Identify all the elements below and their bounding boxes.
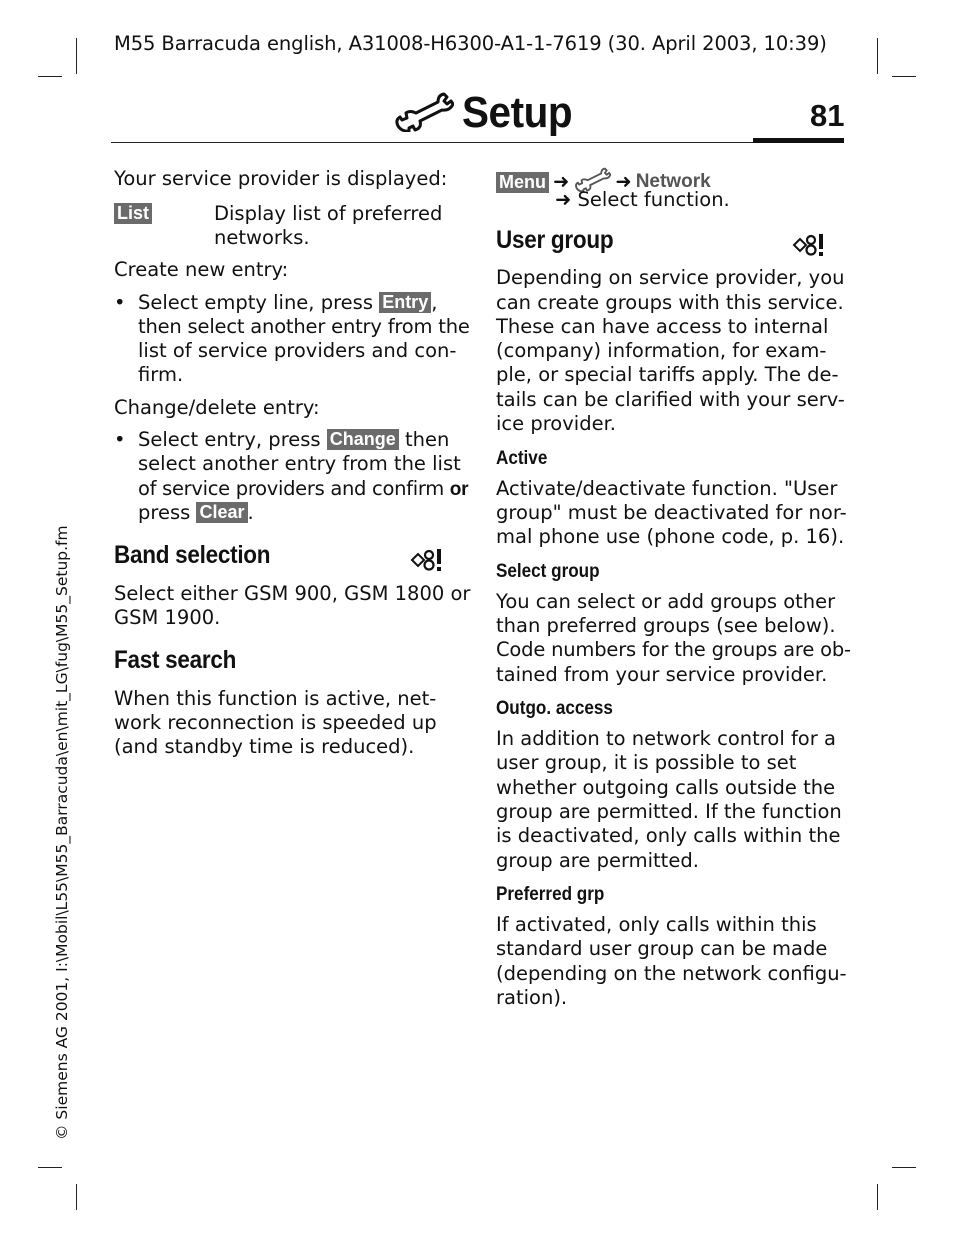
menu-path-line2 [555, 188, 730, 212]
paragraph: ice provider. [496, 412, 616, 435]
paragraph: If activated, only calls within this [496, 913, 817, 936]
paragraph: can create groups with this service. [496, 291, 844, 314]
paragraph: Activate/deactivate function. "User [496, 477, 838, 500]
bullet-point: • [114, 428, 126, 451]
softkey-entry: Entry [379, 292, 431, 313]
text-run: . [247, 501, 254, 524]
crop-mark [38, 1167, 62, 1168]
crop-mark [877, 1184, 878, 1210]
text-run: press [138, 501, 197, 524]
paragraph: (depending on the network configu- [496, 962, 847, 985]
paragraph: ple, or special tariffs apply. The de- [496, 363, 839, 386]
bullet-text: select another entry from the list [138, 452, 461, 475]
softkey-list: List [114, 203, 152, 224]
menu-network-label: Network [635, 171, 711, 192]
network-service-icon [792, 232, 826, 264]
paragraph: ration). [496, 986, 568, 1009]
paragraph: (and standby time is reduced). [114, 735, 415, 758]
paragraph: standard user group can be made [496, 937, 828, 960]
paragraph: work reconnection is speeded up [114, 711, 437, 734]
section-heading-fast-search: Fast search [114, 646, 237, 674]
crop-mark [76, 1184, 77, 1210]
paragraph: GSM 1900. [114, 606, 221, 629]
crop-mark [892, 1167, 916, 1168]
section-heading-user-group: User group [496, 226, 614, 254]
paragraph: mal phone use (phone code, p. 16). [496, 525, 845, 548]
paragraph: tails can be clarified with your serv- [496, 388, 845, 411]
or-label: or [449, 479, 469, 500]
arrow-icon: ➜ [615, 170, 632, 193]
paragraph: Create new entry: [114, 258, 289, 281]
paragraph: group are permitted. [496, 849, 699, 872]
subheading-outgoing-access: Outgo. access [496, 698, 613, 719]
text-run: of service providers and confirm [138, 477, 450, 500]
bullet-text: then select another entry from the [138, 315, 470, 338]
section-heading-band-selection: Band selection [114, 541, 271, 569]
paragraph: Code numbers for the groups are ob- [496, 638, 851, 661]
paragraph: is deactivated, only calls within the [496, 824, 841, 847]
softkey-clear: Clear [196, 502, 247, 523]
softkey-menu: Menu [496, 172, 549, 193]
paragraph: In addition to network control for a [496, 727, 836, 750]
paragraph: These can have access to internal [496, 315, 829, 338]
paragraph: When this function is active, net- [114, 687, 437, 710]
sidebar-file-path: © Siemens AG 2001, I:\Mobil\L55\M55_Barracuda\en\mit_LG\fug\M55_Setup.fm [53, 525, 71, 1140]
paragraph: Depending on service provider, you [496, 266, 845, 289]
paragraph: group are permitted. If the function [496, 800, 842, 823]
document-meta: M55 Barracuda english, A31008-H6300-A1-1-7619 (30. April 2003, 10:39) [114, 32, 827, 55]
bullet-text: firm. [138, 363, 184, 386]
text-run: Select empty line, press [138, 291, 380, 314]
paragraph: Select either GSM 900, GSM 1800 or [114, 582, 471, 605]
select-function-text: Select function. [577, 188, 730, 211]
subheading-preferred-group: Preferred grp [496, 884, 605, 905]
paragraph: than preferred groups (see below). [496, 614, 836, 637]
text-run: Select entry, press [138, 428, 327, 451]
softkey-change: Change [327, 429, 399, 450]
text-run: , [431, 291, 438, 314]
bullet-text: list of service providers and con- [138, 339, 457, 362]
paragraph: Change/delete entry: [114, 396, 320, 419]
paragraph: whether outgoing calls outside the [496, 776, 836, 799]
paragraph: tained from your service provider. [496, 663, 828, 686]
paragraph: user group, it is possible to set [496, 751, 797, 774]
list-description: networks. [214, 226, 310, 249]
paragraph: You can select or add groups other [496, 590, 836, 613]
list-description: Display list of preferred [214, 202, 443, 225]
subheading-select-group: Select group [496, 561, 600, 582]
page-number: 81 [810, 98, 845, 133]
paragraph: (company) information, for exam- [496, 339, 827, 362]
page-title: Setup [462, 88, 573, 137]
paragraph: Your service provider is displayed: [114, 167, 448, 190]
subheading-active: Active [496, 448, 548, 469]
arrow-icon: ➜ [553, 170, 570, 193]
bullet-point: • [114, 291, 126, 314]
text-run: then [398, 428, 450, 451]
arrow-icon: ➜ [555, 188, 572, 211]
paragraph: group" must be deactivated for nor- [496, 501, 847, 524]
